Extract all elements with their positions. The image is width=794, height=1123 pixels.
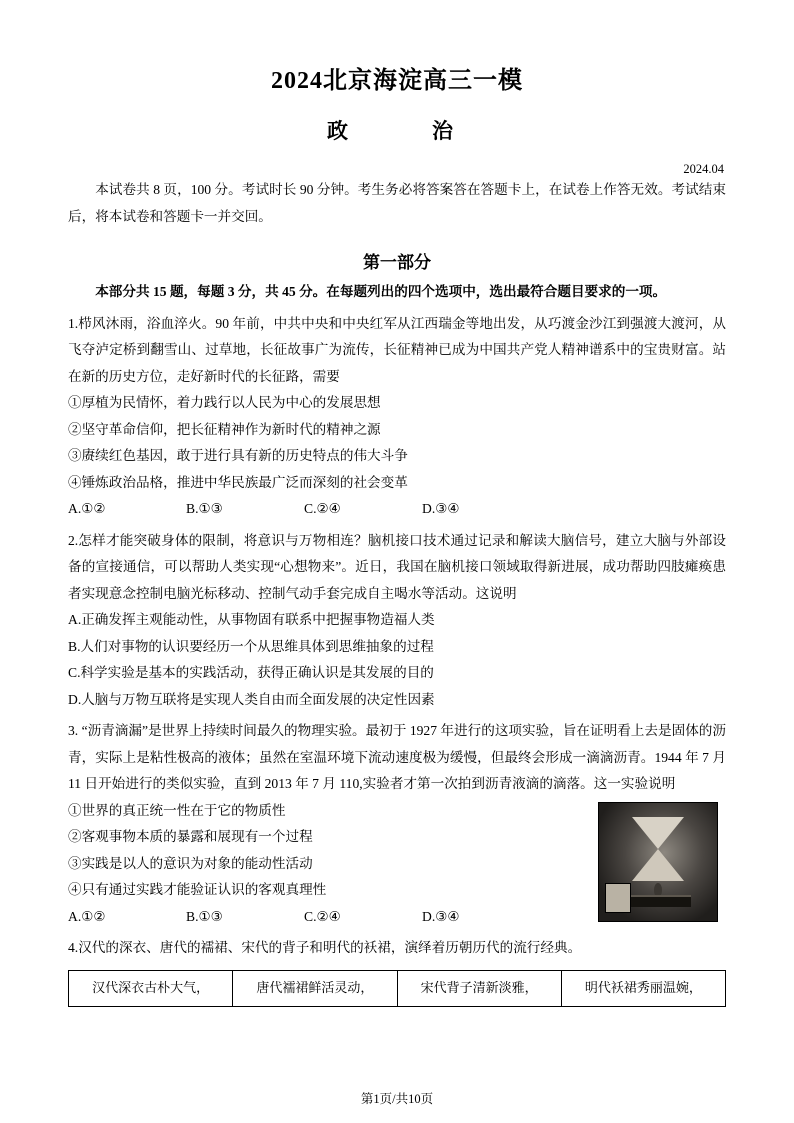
question-stem: 1.栉风沐雨，浴血淬火。90 年前，中共中央和中央红军从江西瑞金等地出发，从巧渡金沙江到强渡大渡河，从飞夺泸定桥到翻雪山、过草地，长征故事广为流传，长征精神已成为中国共产党人精神谱系中的宝贵财富。站在新的历史方位，走好新时代的长征路，需要 — [68, 315, 726, 384]
choice-d[interactable]: D.③④ — [422, 501, 460, 517]
subject-title: 政 治 — [327, 119, 467, 143]
pitch-drop-experiment-image — [598, 802, 718, 922]
costume-table — [68, 970, 726, 1008]
choice-a[interactable]: A.①② — [68, 908, 106, 924]
question-option[interactable]: B.人们对事物的认识要经历一个从思维具体到思维抽象的过程 — [68, 638, 434, 654]
question-option: ④锤炼政治品格，推进中华民族最广泛而深刻的社会变革 — [68, 474, 408, 490]
choice-d[interactable]: D.③④ — [422, 908, 460, 924]
question-2 — [68, 528, 726, 714]
question-choices — [68, 496, 726, 523]
question-1 — [68, 311, 726, 523]
choice-b[interactable]: B.①③ — [186, 908, 223, 924]
exam-date: 2024.04 — [683, 162, 724, 177]
page-footer: 第1页/共10页 — [360, 1092, 434, 1106]
funnel-icon — [632, 817, 684, 881]
question-stem: 4.汉代的深衣、唐代的襦裙、宋代的背子和明代的袄裙，演绎着历朝历代的流行经典。 — [68, 940, 582, 956]
question-3 — [68, 718, 726, 930]
table-cell: 宋代背子清新淡雅， — [397, 970, 561, 1007]
question-option[interactable]: C.科学实验是基本的实践活动，获得正确认识是其发展的目的 — [68, 665, 434, 681]
table-row — [69, 970, 726, 1007]
question-choices — [68, 904, 584, 931]
question-option: ③实践是以人的意识为对象的能动性活动 — [68, 855, 313, 871]
question-option: ②客观事物本质的暴露和展现有一个过程 — [68, 829, 313, 845]
page-title: 2024北京海淀高三一模 — [271, 68, 523, 94]
choice-b[interactable]: B.①③ — [186, 501, 223, 517]
question-option: ③赓续红色基因，敢于进行具有新的历史特点的伟大斗争 — [68, 448, 408, 464]
choice-c[interactable]: C.②④ — [304, 908, 341, 924]
question-4 — [68, 935, 726, 1007]
section-title: 第一部分 — [363, 253, 431, 273]
question-option: ①世界的真正统一性在于它的物质性 — [68, 802, 286, 818]
label-card — [605, 883, 631, 913]
table-cell: 唐代襦裙鲜活灵动， — [233, 970, 397, 1007]
question-stem: 3. “沥青滴漏”是世界上持续时间最久的物理实验。最初于 1927 年进行的这项实验，旨在证明看上去是固体的沥青，实际上是粘性极高的液体；虽然在室温环境下流动速度极为缓慢，但最终会形成一滴滴沥青。1944 年 7 月 11 日开始进行的类似实验，直到 2013 年 7 月 110,实验者才第一次拍到沥青液滴的滴落。这一实验说明 — [68, 723, 726, 792]
choice-c[interactable]: C.②④ — [304, 501, 341, 517]
question-option[interactable]: A.正确发挥主观能动性，从事物固有联系中把握事物造福人类 — [68, 612, 435, 628]
question-option[interactable]: D.人脑与万物互联将是实现人类自由而全面发展的决定性因素 — [68, 691, 435, 707]
question-option: ①厚植为民情怀，着力践行以人民为中心的发展思想 — [68, 395, 381, 411]
choice-a[interactable]: A.①② — [68, 501, 106, 517]
question-option: ②坚守革命信仰，把长征精神作为新时代的精神之源 — [68, 421, 381, 437]
question-option: ④只有通过实践才能验证认识的客观真理性 — [68, 882, 327, 898]
table-cell: 明代袄裙秀丽温婉， — [561, 970, 725, 1007]
section-description: 本部分共 15 题，每题 3 分，共 45 分。在每题列出的四个选项中，选出最符合题目要求的一项。 — [95, 284, 667, 300]
stand-base — [625, 895, 691, 907]
question-stem: 2.怎样才能突破身体的限制，将意识与万物相连？脑机接口技术通过记录和解读大脑信号，建立大脑与外部设备的宣接通信，可以帮助人类实现“心想物来”。近日，我国在脑机接口领域取得新进展，成功帮助四肢瘫痪患者实现意念控制电脑光标移动、控制气动手套完成自主喝水等活动。这说明 — [68, 532, 726, 601]
table-cell: 汉代深衣古朴大气， — [69, 970, 233, 1007]
exam-instructions: 本试卷共 8 页，100 分。考试时长 90 分钟。考生务必将答案答在答题卡上，在试卷上作答无效。考试结束后，将本试卷和答题卡一并交回。 — [68, 182, 726, 224]
